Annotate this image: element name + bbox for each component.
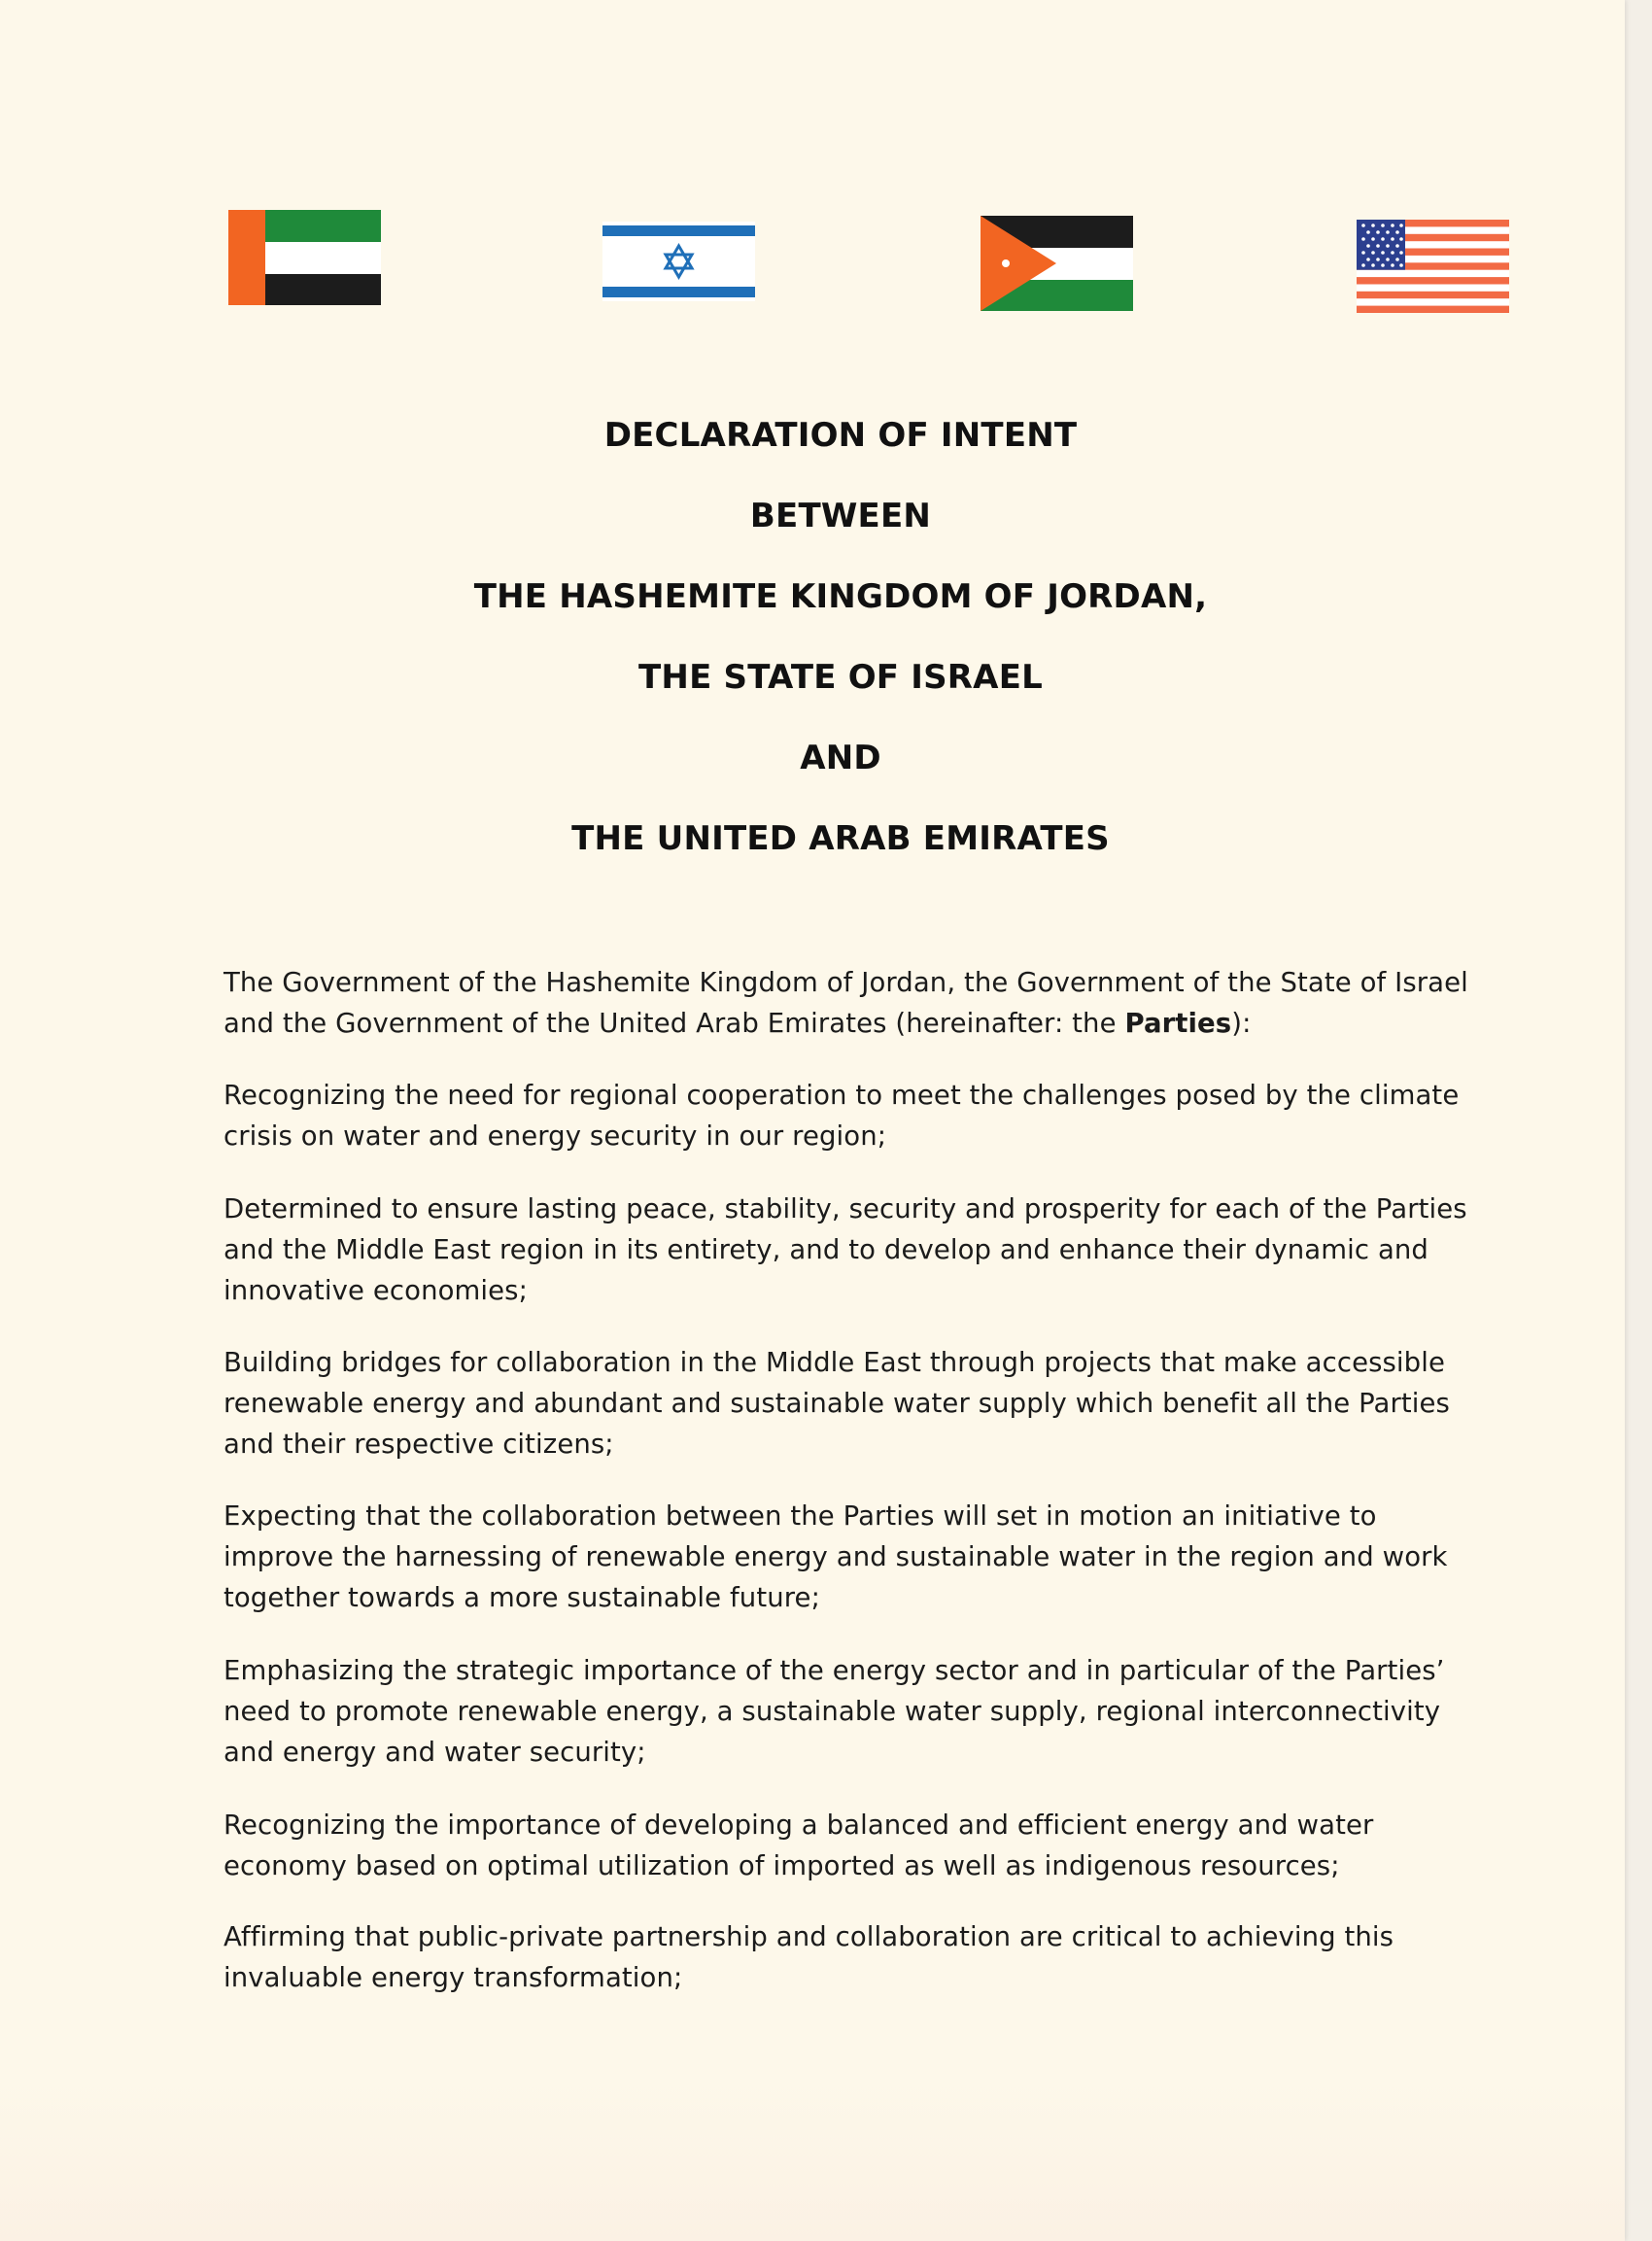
jordan-flag-icon [981,216,1133,311]
paragraph-text: The Government of the Hashemite Kingdom of Jordan, the Government of the State of Israel and the Government of the United Arab Emirates (hereinafter: the [224,967,1468,1039]
title-line-uae: THE UNITED ARAB EMIRATES [571,819,1110,858]
paragraph-partnership: Affirming that public-private partnership and collaboration are critical to achieving this invaluable energy transformation; [224,1921,1394,1993]
paragraph-collaboration: Expecting that the collaboration between the Parties will set in motion an initiative to improve the harnessing of renewable energy and sustainable water in the region and work together towards a more sustainable future; [224,1500,1448,1613]
paragraph-text: ): [1231,1008,1252,1039]
usa-flag-icon [1357,220,1509,313]
paragraph-parties [224,962,1487,1044]
uae-flag-icon [228,210,381,305]
document-title [0,416,1652,900]
paragraph-peace: Determined to ensure lasting peace, stability, security and prosperity for each of the Parties and the Middle East region in its entirety, and to develop and enhance their dynamic and innovative economies; [224,1193,1467,1306]
title-line-israel: THE STATE OF ISRAEL [638,658,1043,697]
paragraph-economy: Recognizing the importance of developing a balanced and efficient energy and water economy based on optimal utilization of imported as well as indigenous resources; [224,1810,1374,1881]
parties-term: Parties [1124,1008,1232,1039]
israel-flag-icon [602,222,755,301]
title-line-declaration: DECLARATION OF INTENT [603,416,1078,455]
paragraph-climate: Recognizing the need for regional cooperation to meet the challenges posed by the climate crisis on water and energy security in our region; [224,1080,1460,1152]
paragraph-bridges: Building bridges for collaboration in the Middle East through projects that make accessible renewable energy and abundant and sustainable water supply which benefit all the Parties and their respective citizens; [224,1347,1450,1460]
title-line-and: AND [800,739,881,777]
title-line-jordan: THE HASHEMITE KINGDOM OF JORDAN, [473,577,1208,616]
paragraph-energy-sector: Emphasizing the strategic importance of the energy sector and in particular of the Parties’ need to promote renewable energy, a sustainable water supply, regional interconnectivity and energy and water security; [224,1655,1445,1768]
title-line-between: BETWEEN [749,497,932,535]
